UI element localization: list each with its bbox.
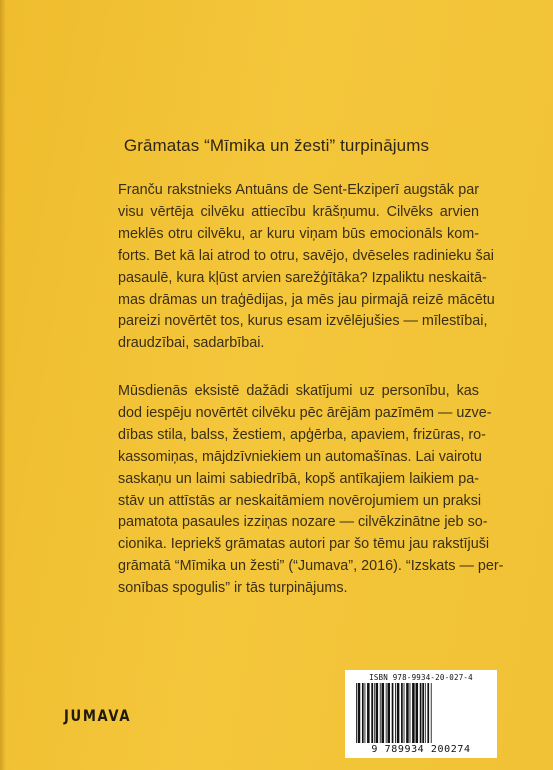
text-line: stāv un attīstās ar neskaitāmiem novērojumiem un praksi xyxy=(118,492,482,509)
cover-heading: Grāmatas “Mīmika un žesti” turpinājums xyxy=(123,136,430,155)
blurb-paragraph-1 xyxy=(118,180,495,355)
text-line: sonības spogulis” ir tās turpinājums. xyxy=(118,580,348,597)
text-line: saskaņu un laimi sabiedrībā, kopš antīkajiem laikiem pa- xyxy=(118,470,479,487)
text-line: meklēs otru cilvēku, ar kuru viņam būs emocionāls kom- xyxy=(118,225,479,242)
text-line: pamatota pasaules izziņas nozare — cilvēkzinātne jeb so- xyxy=(118,514,488,531)
isbn-label: ISBN 978-9934-20-027-4 xyxy=(369,673,473,682)
text-line: grāmatā “Mīmika un žesti” (“Jumava”, 2016). “Izskats — per- xyxy=(118,558,504,575)
blurb-paragraph-2 xyxy=(118,381,504,600)
text-line: draudzībai, sadarbībai. xyxy=(118,335,265,352)
text-line: Mūsdienās eksistē dažādi skatījumi uz personību, kas xyxy=(118,383,479,399)
text-line: visu vērtēja cilvēku attiecību krāšņumu. Cilvēks arvien xyxy=(118,203,479,220)
text-line: cionika. Iepriekš grāmatas autori par šo tēmu jau rakstījuši xyxy=(118,536,490,553)
text-line: pareizi novērtēt tos, kurus esam izvēlējušies — mīlestībai, xyxy=(118,313,488,330)
text-line: kassomiņas, mājdzīvniekiem un automašīnas. Lai vairotu xyxy=(118,448,482,465)
barcode-bars xyxy=(355,683,491,743)
text-line: mas drāmas un traģēdijas, ja mēs jau pirmajā reizē mācētu xyxy=(118,291,495,308)
isbn-barcode xyxy=(345,670,497,758)
publisher-logo: JUMAVA xyxy=(64,706,132,725)
text-line: dības stila, balss, žestiem, apģērba, apaviem, frizūras, ro- xyxy=(118,426,486,443)
text-line: pasaulē, kura kļūst arvien sarežģītāka? Izpaliktu neskaitā- xyxy=(118,269,487,286)
text-line: Franču rakstnieks Antuāns de Sent-Ekziperī augstāk par xyxy=(118,182,479,198)
text-line: forts. Bet kā lai atrod to otru, savējo, dvēseles radinieku šai xyxy=(118,247,494,264)
text-line: dod iespēju novērtēt cilvēku pēc ārējām pazīmēm — uzve- xyxy=(118,404,492,421)
barcode-digits: 9 789934 200274 xyxy=(371,744,471,755)
